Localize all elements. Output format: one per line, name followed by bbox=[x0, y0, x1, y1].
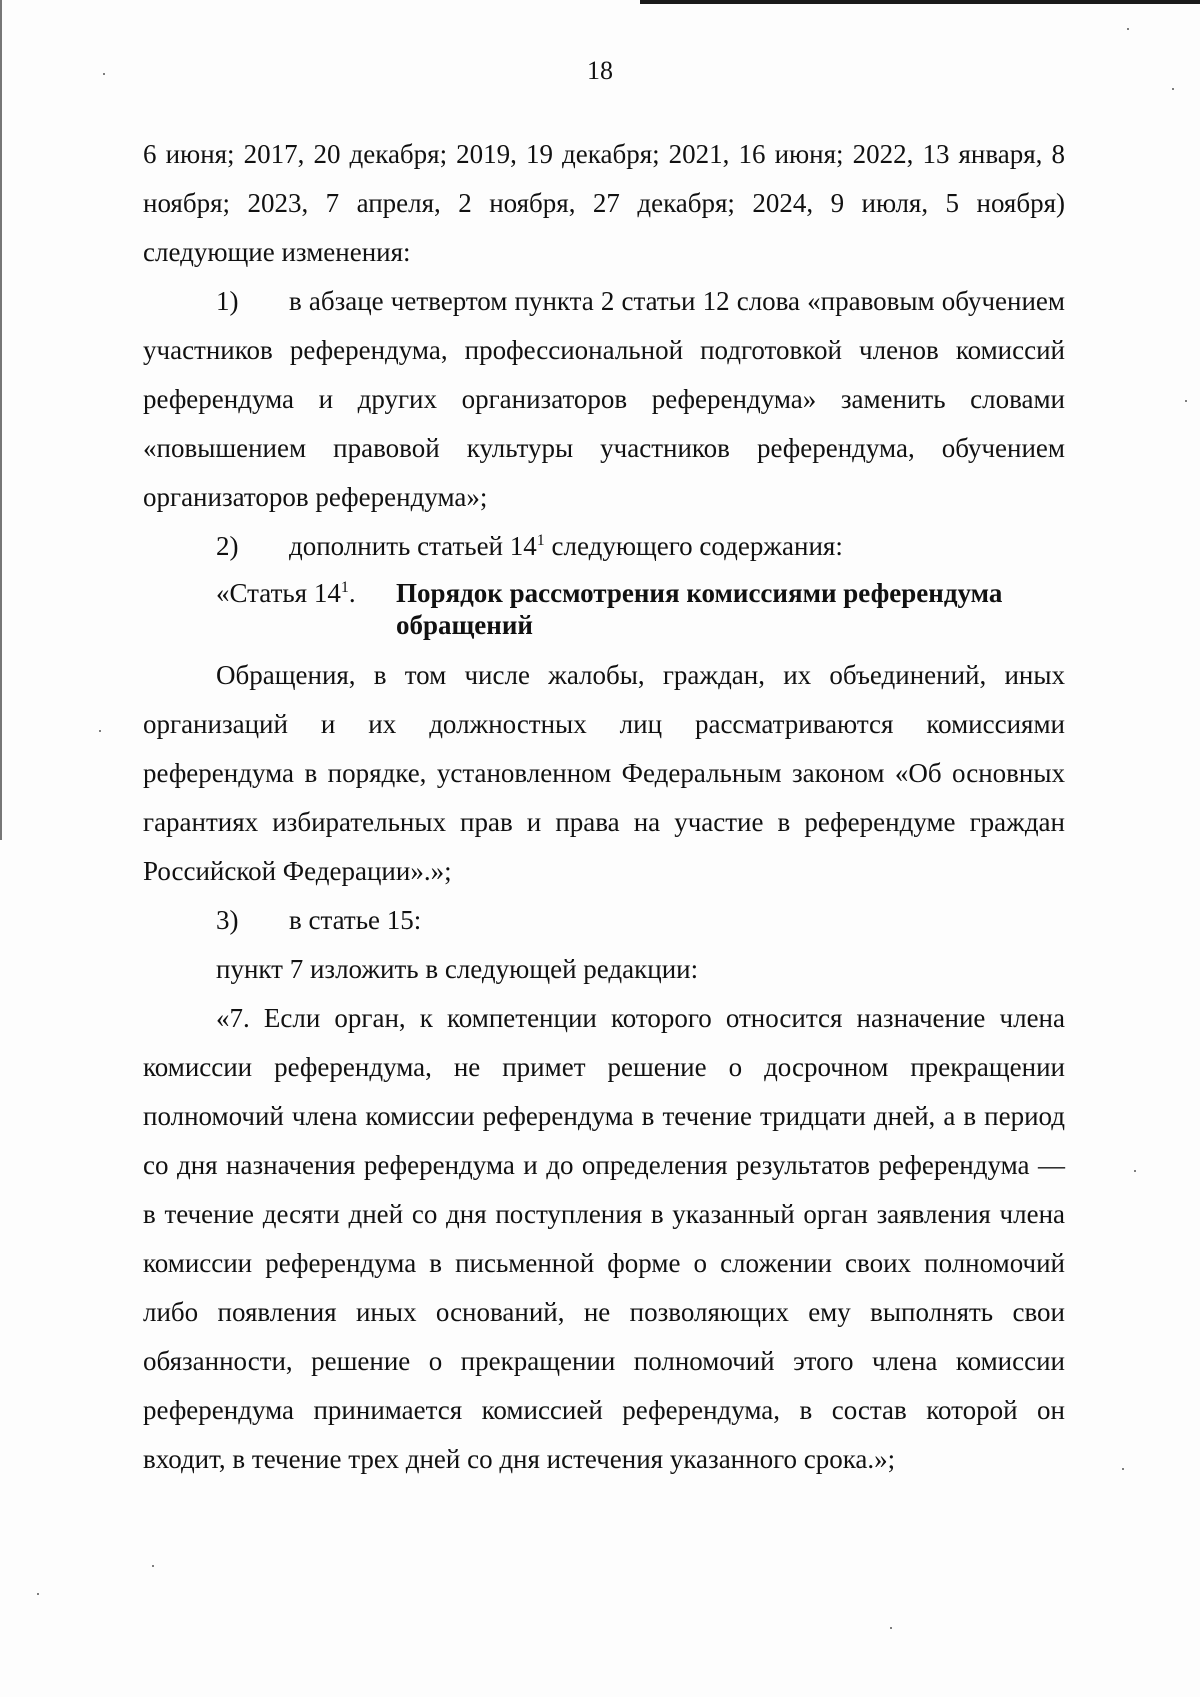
scan-speck bbox=[1122, 1468, 1124, 1470]
superscript: 1 bbox=[536, 532, 545, 549]
list-item-3 bbox=[143, 896, 1065, 945]
intro-paragraph: 6 июня; 2017, 20 декабря; 2019, 19 декабря; 2021, 16 июня; 2022, 13 января, 8 ноября; 2023, 7 апреля, 2 ноября, 27 декабря; 2024, 9 июля, 5 ноября) следующие изменения: bbox=[143, 139, 1065, 267]
article-label-text: . bbox=[348, 578, 356, 608]
scan-speck bbox=[152, 1565, 154, 1567]
item-text-part: дополнить статьей 14 bbox=[289, 531, 537, 561]
article-label-text: «Статья 14 bbox=[216, 578, 341, 608]
scan-speck bbox=[99, 730, 101, 732]
scan-top-border bbox=[640, 0, 1200, 4]
scan-speck bbox=[1134, 1170, 1136, 1172]
scan-speck bbox=[1172, 88, 1174, 90]
article-paragraph: Обращения, в том числе жалобы, граждан, их объединений, иных организаций и их должностных лиц рассматриваются комиссиями референдума в порядке, установленном Федеральным законом «Об основных гарантиях избирательных прав и права на участие в референдуме граждан Российской Федерации».»; bbox=[143, 660, 1065, 886]
scan-speck bbox=[37, 1593, 39, 1595]
article-heading bbox=[143, 577, 1065, 641]
clause-intro: пункт 7 изложить в следующей редакции: bbox=[216, 954, 699, 984]
scan-speck bbox=[890, 1627, 892, 1629]
document-body bbox=[143, 130, 1065, 1484]
scan-speck bbox=[1127, 28, 1129, 30]
list-item-2 bbox=[143, 522, 1065, 571]
item-number: 1) bbox=[216, 286, 239, 316]
item-text-part: следующего содержания: bbox=[544, 531, 843, 561]
item-text: в статье 15: bbox=[289, 905, 422, 935]
list-item-1 bbox=[143, 277, 1065, 522]
clause-text: «7. Если орган, к компетенции которого относится назначение члена комиссии референдума, не примет решение о досрочном прекращении полномочий члена комиссии референдума в течение тридцати дней, а в период со дня назначения референдума и до определения результатов референдума — в течение десяти дней со дня поступления в указанный орган заявления члена комиссии референдума в письменной форме о сложении своих полномочий либо появления иных оснований, не позволяющих ему выполнять свои обязанности, решение о прекращении полномочий этого члена комиссии референдума принимается комиссией референдума, в состав которой он входит, в течение трех дней со дня истечения указанного срока.»; bbox=[143, 1003, 1065, 1474]
scan-speck bbox=[1185, 400, 1187, 402]
page-number: 18 bbox=[587, 56, 613, 85]
scan-left-edge bbox=[0, 0, 2, 840]
item-text: в абзаце четвертом пункта 2 статьи 12 слова «правовым обучением участников референдума, профессиональной подготовкой членов комиссий референдума и других организаторов референдума» заменить словами «повышением правовой культуры участников референдума, обучением организаторов референдума»; bbox=[143, 286, 1065, 512]
article-label bbox=[216, 577, 396, 641]
article-title: Порядок рассмотрения комиссиями референдума обращений bbox=[396, 578, 1003, 640]
item-number: 3) bbox=[216, 905, 239, 935]
superscript: 1 bbox=[340, 579, 349, 596]
item-number: 2) bbox=[216, 531, 239, 561]
item-text bbox=[289, 522, 1065, 571]
